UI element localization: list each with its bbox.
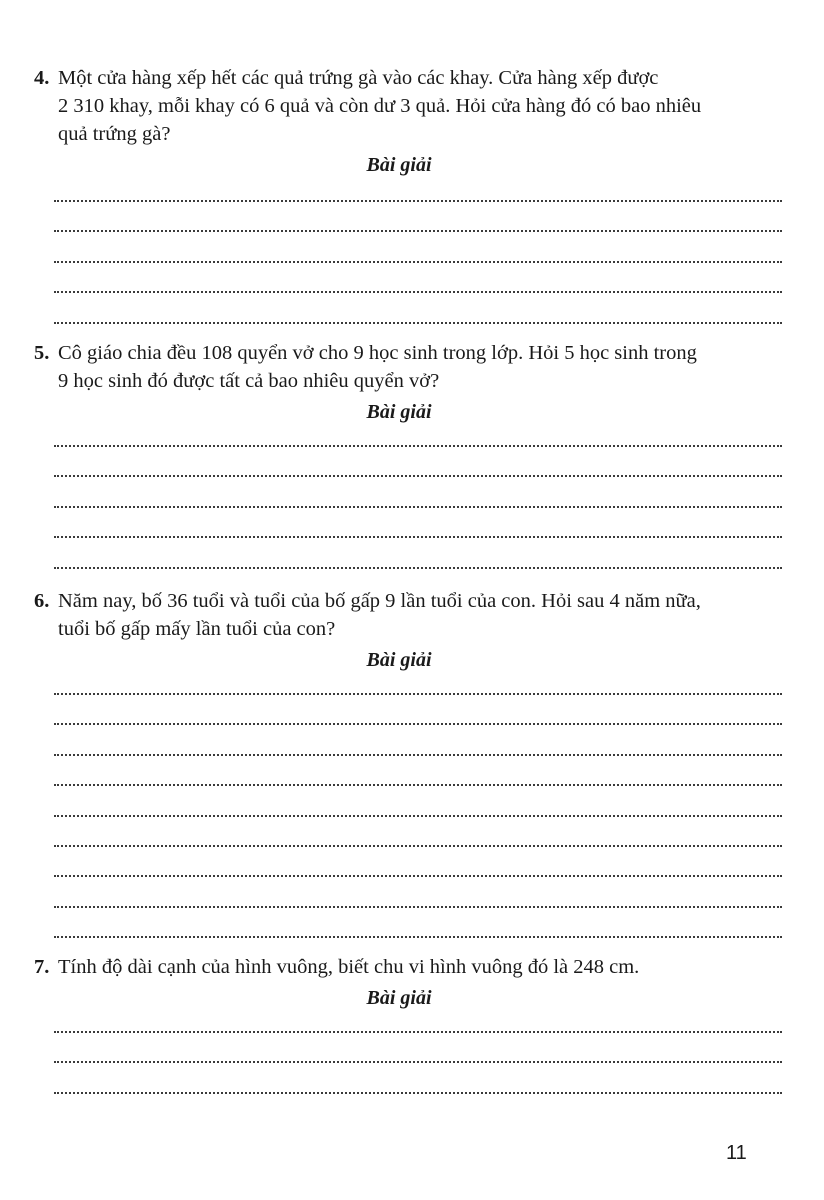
answer-line[interactable]	[54, 293, 782, 323]
answer-line[interactable]	[54, 1011, 782, 1033]
problem-text	[34, 339, 764, 395]
problem-line: quả trứng gà?	[58, 123, 171, 145]
answer-line[interactable]	[54, 1033, 782, 1063]
answer-line[interactable]	[54, 263, 782, 293]
answer-line[interactable]	[54, 786, 782, 816]
problem-line: Tính độ dài cạnh của hình vuông, biết chu vi hình vuông đó là 248 cm.	[58, 956, 640, 978]
solution-heading: Bài giải	[366, 154, 432, 176]
problem-5	[34, 339, 764, 569]
problem-text	[34, 64, 764, 148]
problem-line: 2 310 khay, mỗi khay có 6 quả và còn dư 3 quả. Hỏi cửa hàng đó có bao nhiêu	[58, 95, 702, 117]
problem-number: 4.	[34, 67, 50, 89]
answer-line[interactable]	[54, 908, 782, 938]
problem-6	[34, 587, 764, 938]
answer-lines	[54, 1011, 782, 1094]
answer-line[interactable]	[54, 756, 782, 786]
problem-number: 6.	[34, 590, 50, 612]
answer-line[interactable]	[54, 847, 782, 877]
answer-line[interactable]	[54, 425, 782, 447]
problem-7	[34, 953, 764, 1094]
problem-number: 7.	[34, 956, 50, 978]
solution-heading: Bài giải	[366, 649, 432, 671]
problem-line: Năm nay, bố 36 tuổi và tuổi của bố gấp 9 lần tuổi của con. Hỏi sau 4 năm nữa,	[58, 590, 701, 612]
answer-line[interactable]	[54, 695, 782, 725]
answer-line[interactable]	[54, 232, 782, 262]
problem-text	[34, 953, 764, 981]
problem-line: Một cửa hàng xếp hết các quả trứng gà vào các khay. Cửa hàng xếp được	[58, 67, 659, 89]
answer-line[interactable]	[54, 508, 782, 538]
answer-lines	[54, 178, 782, 324]
problem-line: tuổi bố gấp mấy lần tuổi của con?	[58, 618, 336, 640]
problem-line: 9 học sinh đó được tất cả bao nhiêu quyển vở?	[58, 370, 440, 392]
answer-lines	[54, 425, 782, 569]
answer-line[interactable]	[54, 725, 782, 755]
problem-line: Cô giáo chia đều 108 quyển vở cho 9 học sinh trong lớp. Hỏi 5 học sinh trong	[58, 342, 697, 364]
answer-line[interactable]	[54, 477, 782, 507]
problem-4	[34, 64, 764, 324]
answer-line[interactable]	[54, 673, 782, 695]
answer-line[interactable]	[54, 817, 782, 847]
answer-line[interactable]	[54, 202, 782, 232]
solution-heading: Bài giải	[366, 987, 432, 1009]
answer-line[interactable]	[54, 447, 782, 477]
solution-heading: Bài giải	[366, 401, 432, 423]
answer-lines	[54, 673, 782, 938]
answer-line[interactable]	[54, 178, 782, 202]
problem-number: 5.	[34, 342, 50, 364]
answer-line[interactable]	[54, 538, 782, 568]
problem-text	[34, 587, 764, 643]
answer-line[interactable]	[54, 1063, 782, 1093]
page-number: 11	[726, 1142, 747, 1164]
answer-line[interactable]	[54, 877, 782, 907]
